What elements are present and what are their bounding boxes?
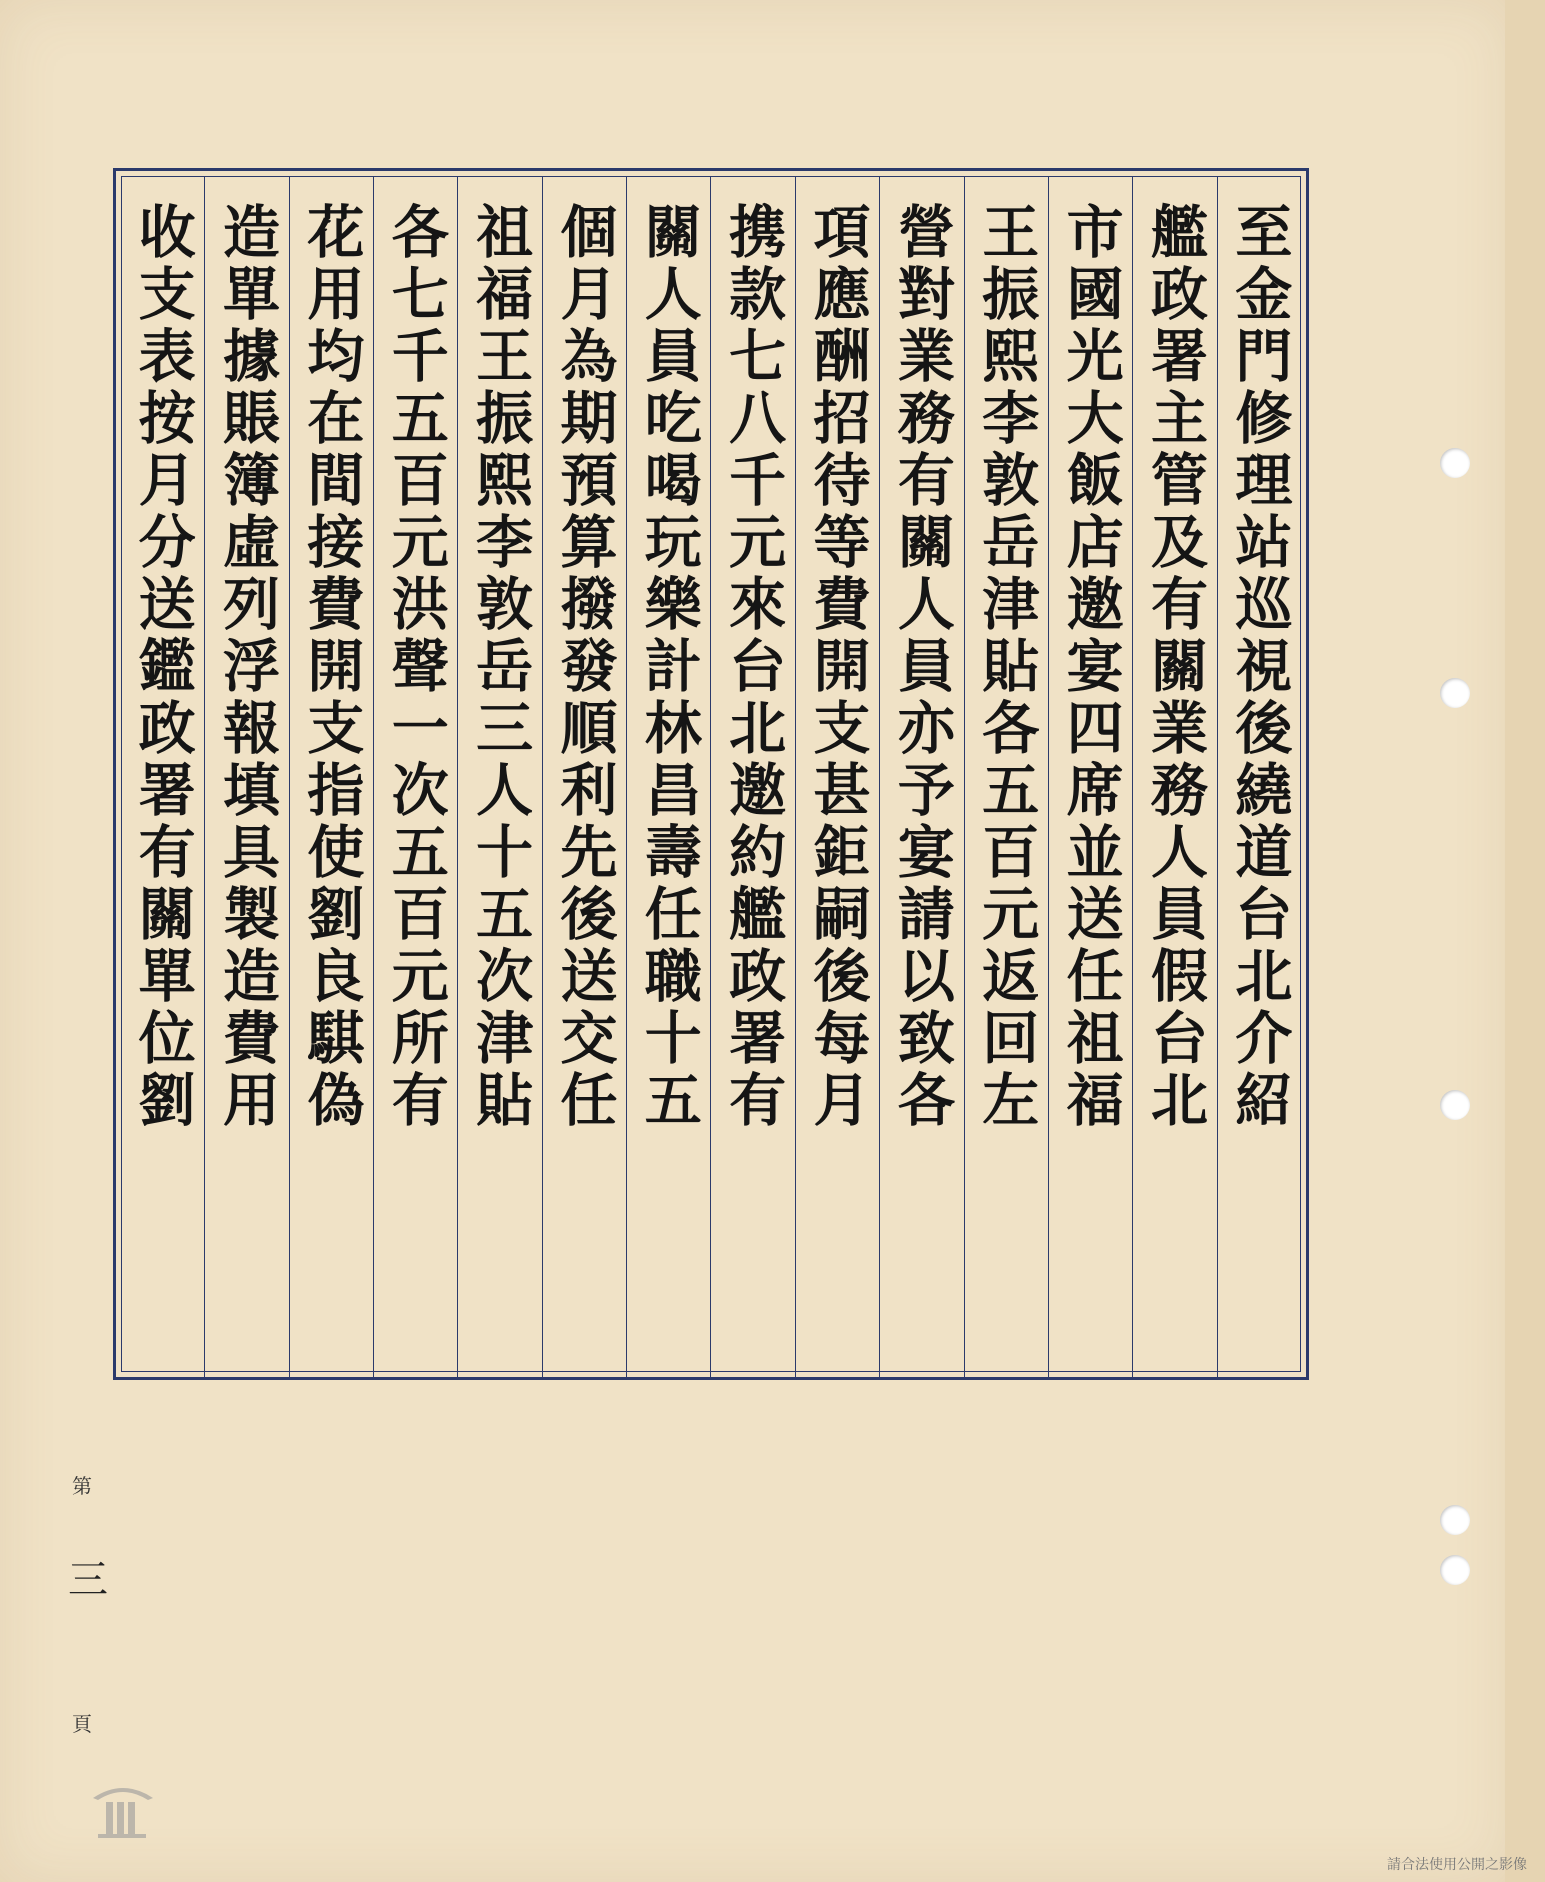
column-7 xyxy=(710,176,794,1378)
column-10 xyxy=(457,176,541,1378)
column-11 xyxy=(373,176,457,1378)
column-text: 市國光大飯店邀宴四席並送任祖福 xyxy=(1057,202,1125,1132)
column-text: 營對業務有關人員亦予宴請以致各 xyxy=(888,202,956,1132)
text-area-bottom-rule xyxy=(121,1378,1301,1379)
column-5 xyxy=(879,176,963,1378)
column-9 xyxy=(542,176,626,1378)
column-text: 花用均在間接費開支指使劉良騏偽 xyxy=(297,202,365,1132)
column-text: 王振熙李敦岳津貼各五百元返回左 xyxy=(972,202,1040,1132)
column-text: 造單據賬簿虛列浮報填具製造費用 xyxy=(213,202,281,1132)
column-3 xyxy=(1048,176,1132,1378)
usage-notice: 請合法使用公開之影像 xyxy=(1387,1857,1527,1873)
punch-hole xyxy=(1440,448,1470,478)
column-text: 關人員吃喝玩樂計林昌壽任職十五 xyxy=(635,202,703,1132)
column-text: 各七千五百元洪聲一次五百元所有 xyxy=(382,202,450,1132)
column-text: 至金門修理站巡視後繞道台北介紹 xyxy=(1225,202,1293,1132)
column-4 xyxy=(964,176,1048,1378)
column-12 xyxy=(289,176,373,1378)
margin-label-di: 第 xyxy=(72,1474,92,1498)
punch-hole xyxy=(1440,1555,1470,1585)
column-text: 個月為期預算撥發順利先後送交任 xyxy=(550,202,618,1132)
archive-logo-icon xyxy=(88,1778,158,1840)
column-text: 艦政署主管及有關業務人員假台北 xyxy=(1141,202,1209,1132)
column-8 xyxy=(626,176,710,1378)
punch-hole xyxy=(1440,1090,1470,1120)
column-text: 項應酬招待等費開支甚鉅嗣後每月 xyxy=(804,202,872,1132)
column-text: 收支表按月分送鑑政署有關單位劉 xyxy=(129,202,197,1132)
paper-edge xyxy=(1505,0,1545,1882)
column-text: 携款七八千元來台北邀約艦政署有 xyxy=(719,202,787,1132)
column-2 xyxy=(1132,176,1216,1378)
column-13 xyxy=(204,176,288,1378)
page-number: 三 xyxy=(68,1557,108,1603)
punch-hole xyxy=(1440,1505,1470,1535)
column-14 xyxy=(121,176,204,1378)
column-6 xyxy=(795,176,879,1378)
margin-label-ye: 頁 xyxy=(72,1712,92,1736)
column-1 xyxy=(1217,176,1301,1378)
column-text: 祖福王振熙李敦岳三人十五次津貼 xyxy=(466,202,534,1132)
punch-hole xyxy=(1440,678,1470,708)
text-columns xyxy=(121,176,1301,1378)
